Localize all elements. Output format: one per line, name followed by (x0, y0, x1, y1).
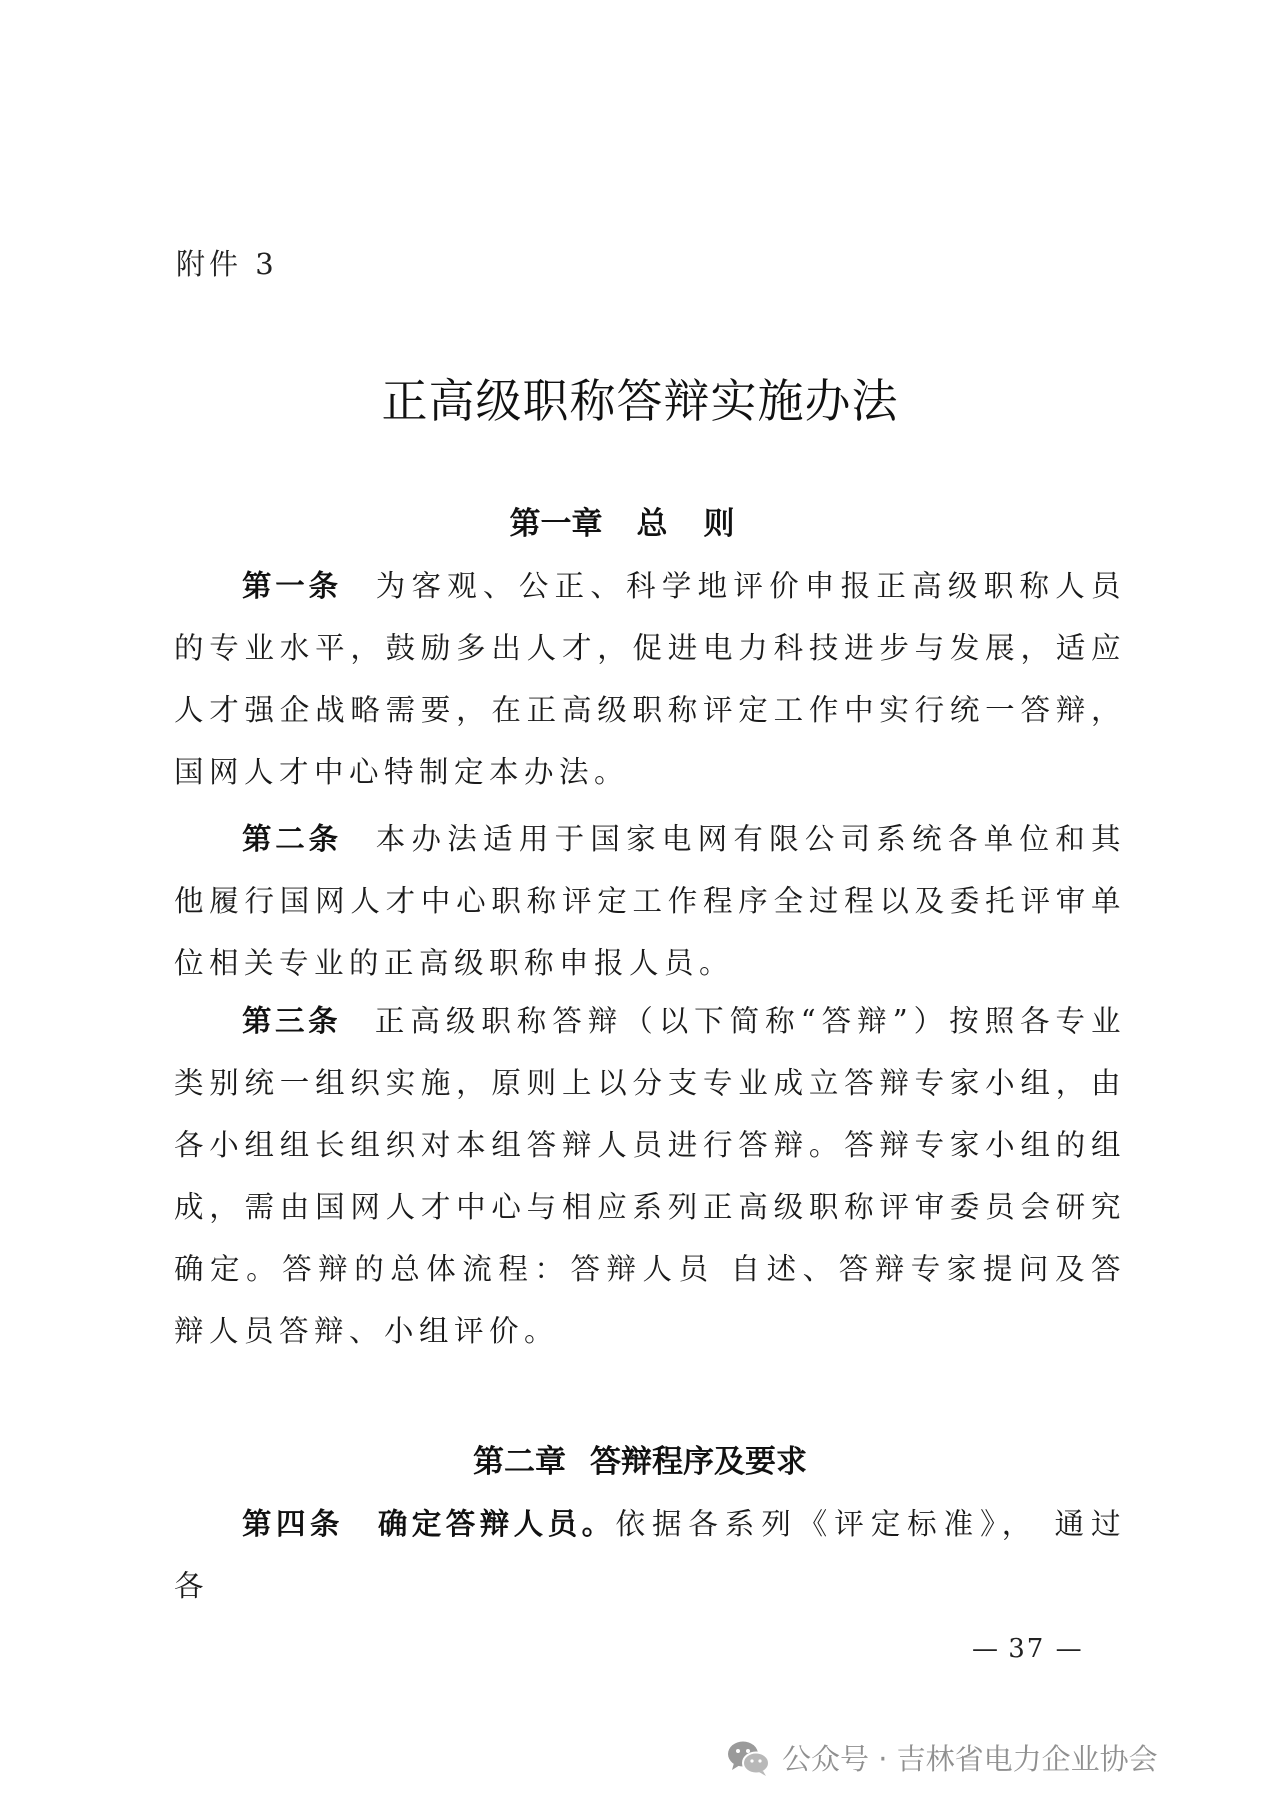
wechat-icon (726, 1738, 772, 1778)
article-3-label: 第三条 (242, 1004, 341, 1038)
article-2 (174, 808, 1126, 994)
chapter-2-heading (0, 1436, 1280, 1481)
page-number-dash-left: — (972, 1634, 998, 1664)
article-1-text: 为客观、公正、科学地评价申报正高级职称人员的专业水平，鼓励多出人才，促进电力科技进步与发展，适应人才强企战略需要，在正高级职称评定工作中实行统一答辩，国网人才中心特制定本办法。 (174, 569, 1126, 789)
page-number-dash-right: — (1055, 1634, 1082, 1664)
article-2-label: 第二条 (242, 822, 342, 856)
chapter-2-number: 第二章 (473, 1444, 566, 1480)
watermark-text: 公众号 · 吉林省电力企业协会 (782, 1742, 1158, 1776)
article-4-text: 依据各系列《评定标准》， 通过各 (174, 1507, 1126, 1603)
article-1 (174, 555, 1126, 803)
article-4 (174, 1493, 1126, 1617)
chapter-1-name: 总则 (636, 506, 771, 542)
article-2-text: 本办法适用于国家电网有限公司系统各单位和其他履行国网人才中心职称评定工作程序全过程以及委托评审单位相关专业的正高级职称申报人员。 (174, 822, 1126, 980)
article-1-label: 第一条 (242, 569, 342, 603)
chapter-1-number: 第一章 (509, 506, 603, 542)
article-4-label: 第四条 (242, 1507, 344, 1541)
chapter-1-heading (0, 498, 1280, 543)
document-title: 正高级职称答辩实施办法 (381, 374, 899, 428)
page-number (972, 1634, 1082, 1664)
chapter-2-name: 答辩程序及要求 (590, 1444, 807, 1480)
watermark (726, 1737, 1158, 1778)
attachment-label: 附件 3 (176, 247, 278, 281)
page-number-value: 37 (1008, 1634, 1046, 1664)
article-4-heading: 确定答辩人员。 (377, 1507, 616, 1541)
article-3-text: 正高级职称答辩（以下简称“答辩”）按照各专业类别统一组织实施，原则上以分支专业成立答辩专家小组，由各小组组长组织对本组答辩人员进行答辩。答辩专家小组的组成，需由国网人才中心与相应系列正高级职称评审委员会研究确定。答辩的总体流程：答辩人员 自述、答辩专家提问及答辩人员答辩、小组评价。 (174, 1004, 1126, 1348)
article-3 (174, 990, 1126, 1362)
